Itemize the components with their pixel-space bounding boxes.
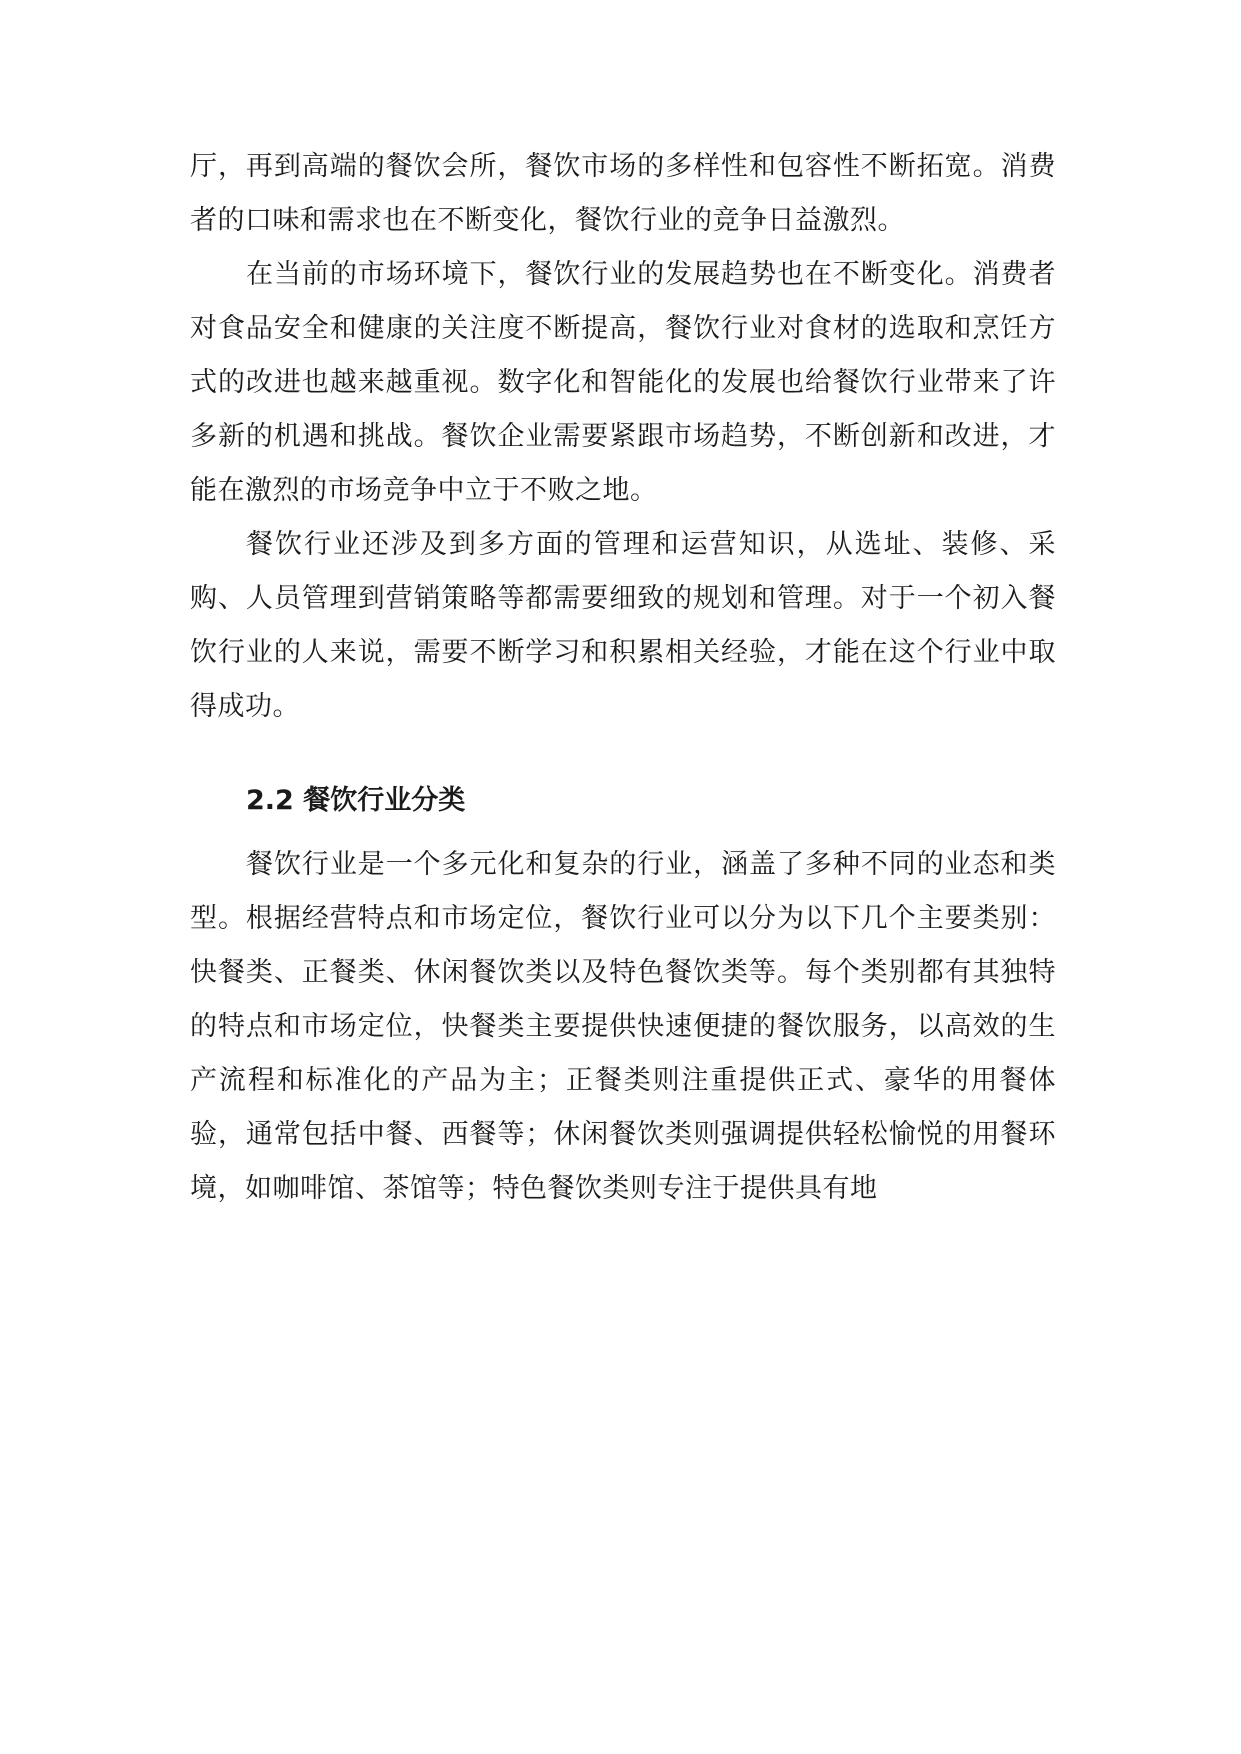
section-heading: 2.2 餐饮行业分类 <box>246 785 466 816</box>
paragraph-management: 餐饮行业还涉及到多方面的管理和运营知识，从选址、装修、采购、人员管理到营销策略等都需要细致的规划和管理。对于一个初入餐饮行业的人来说，需要不断学习和积累相关经验，才能在这个行业中取得成功。 <box>190 529 1056 722</box>
paragraph-market-trends: 在当前的市场环境下，餐饮行业的发展趋势也在不断变化。消费者对食品安全和健康的关注度不断提高，餐饮行业对食材的选取和烹饪方式的改进也越来越重视。数字化和智能化的发展也给餐饮行业带来了许多新的机遇和挑战。餐饮企业需要紧跟市场趋势，不断创新和改进，才能在激烈的市场竞争中立于不败之地。 <box>190 259 1056 506</box>
paragraph-classification: 餐饮行业是一个多元化和复杂的行业，涵盖了多种不同的业态和类型。根据经营特点和市场定位，餐饮行业可以分为以下几个主要类别：快餐类、正餐类、休闲餐饮类以及特色餐饮类等。每个类别都有其独特的特点和市场定位，快餐类主要提供快速便捷的餐饮服务，以高效的生产流程和标准化的产品为主；正餐类则注重提供正式、豪华的用餐体验，通常包括中餐、西餐等；休闲餐饮类则强调提供轻松愉悦的用餐环境，如咖啡馆、茶馆等；特色餐饮类则专注于提供具有地 <box>190 849 1056 1204</box>
document-page <box>190 140 1056 1216</box>
paragraph-continuation: 厅，再到高端的餐饮会所，餐饮市场的多样性和包容性不断拓宽。消费者的口味和需求也在不断变化，餐饮行业的竞争日益激烈。 <box>190 151 1056 236</box>
